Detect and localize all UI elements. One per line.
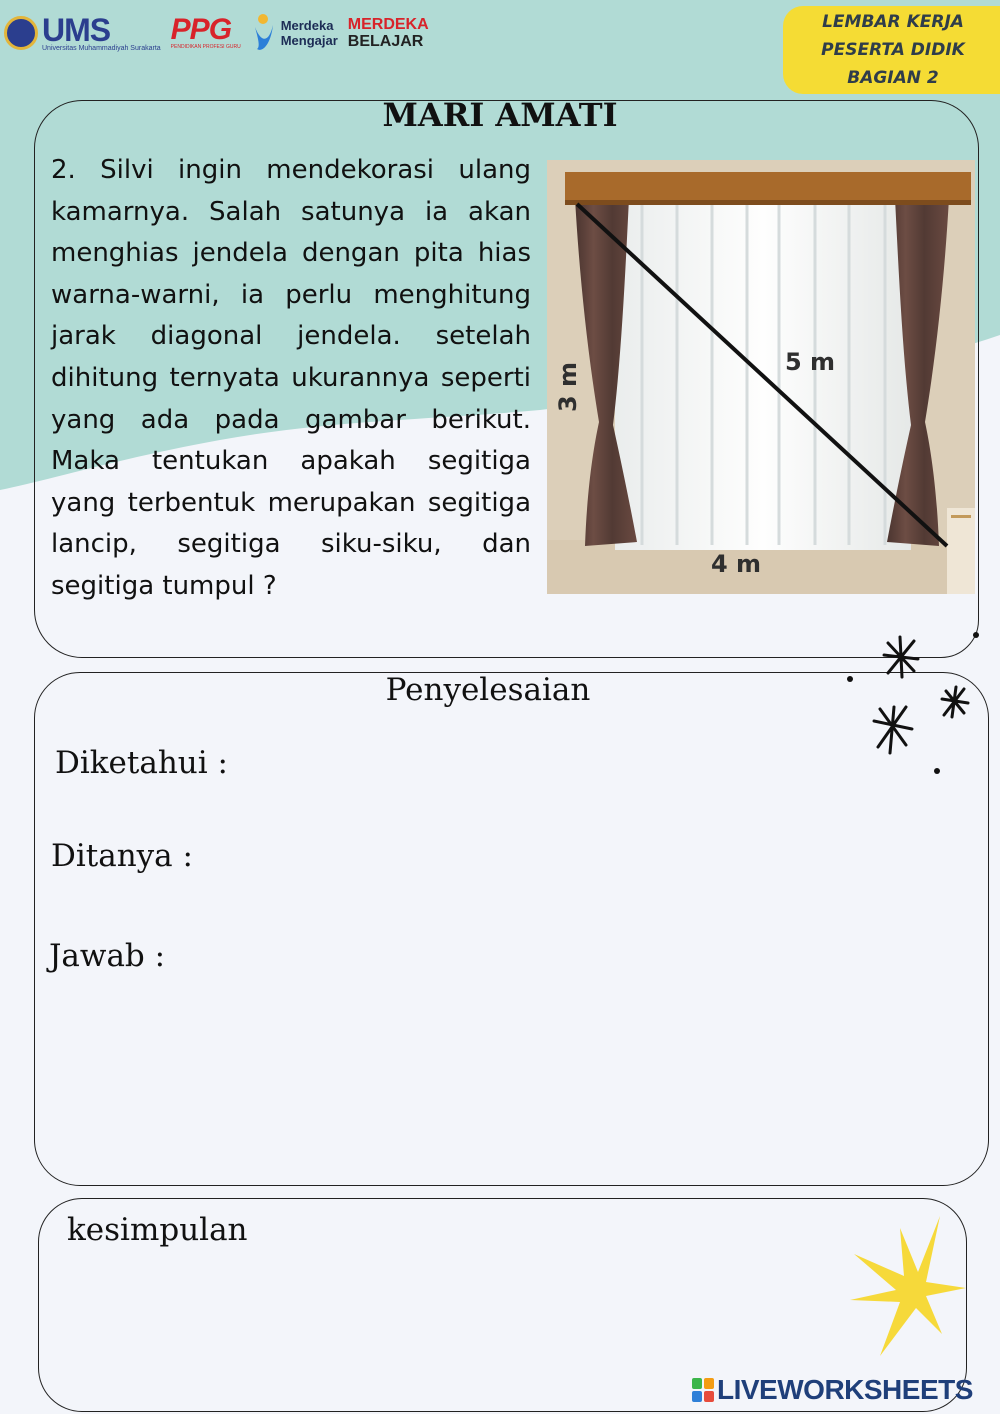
section-title: MARI AMATI [382, 96, 618, 134]
solution-title: Penyelesaian [385, 672, 591, 708]
merdeka-mengajar-line2: Mengajar [280, 33, 338, 48]
ums-name: UMS [42, 11, 111, 48]
ums-logo [4, 11, 161, 52]
merdeka-mengajar-icon [251, 13, 277, 53]
ppg-subtitle: PENDIDIKAN PROFESI GURU [170, 44, 241, 50]
merdeka-belajar-line1: MERDEKA [347, 16, 429, 33]
ums-subtitle: Universitas Muhammadiyah Surakarta [42, 44, 161, 52]
sparkle-doodle-icon [840, 625, 1000, 785]
tag-line-1: LEMBAR KERJA [822, 12, 964, 32]
ppg-logo [170, 13, 241, 50]
window-photo [547, 160, 975, 594]
tag-line-2: PESERTA DIDIK [821, 40, 965, 60]
liveworksheets-watermark [692, 1374, 973, 1406]
liveworksheets-text: LIVEWORKSHEETS [717, 1374, 973, 1405]
label-width: 4 m [711, 550, 762, 578]
liveworksheets-logo-icon [692, 1378, 714, 1402]
conclusion-title: kesimpulan [67, 1212, 248, 1248]
yellow-star-icon [840, 1210, 970, 1370]
merdeka-mengajar-logo [251, 13, 338, 53]
jawab-label: Jawab : [49, 938, 166, 974]
ums-seal-icon [4, 16, 38, 50]
logo-bar [4, 8, 429, 58]
label-height: 3 m [554, 361, 582, 412]
ppg-name: PPG [170, 13, 232, 46]
merdeka-belajar-line2: BELAJAR [347, 33, 424, 50]
label-diagonal: 5 m [785, 348, 836, 376]
merdeka-mengajar-line1: Merdeka [280, 18, 334, 33]
tag-line-3: BAGIAN 2 [847, 68, 939, 88]
merdeka-belajar-logo [348, 16, 429, 50]
worksheet-tag [783, 6, 1000, 94]
ditanya-label: Ditanya : [51, 838, 193, 874]
question-text: 2. Silvi ingin mendekorasi ulang kamarnya. Salah satunya ia akan menghias jendela dengan pita hias warna-warni, ia perlu menghitung jarak diagonal jendela. setelah dihitung ternyata ukurannya seperti yang ada pada gambar berikut. Maka tentukan apakah segitiga yang terbentuk merupakan segitiga lancip, segitiga siku-siku, dan segitiga tumpul ? [51, 155, 531, 601]
diketahui-label: Diketahui : [55, 745, 228, 781]
